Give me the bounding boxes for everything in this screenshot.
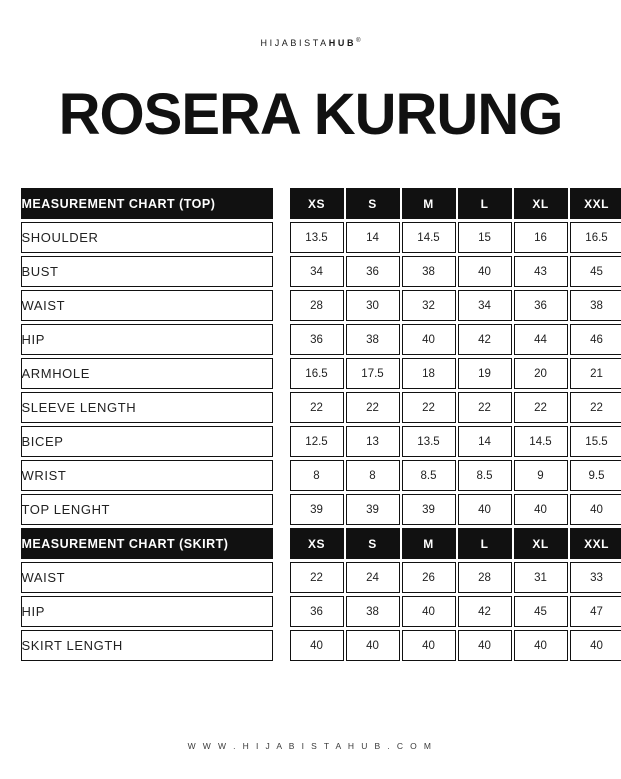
row-label: WAIST (21, 562, 273, 593)
cell-value: 33 (570, 562, 621, 593)
cell-value: 19 (458, 358, 512, 389)
size-header-s: S (346, 528, 400, 559)
cell-value: 9.5 (570, 460, 621, 491)
measurement-chart-top (21, 188, 621, 661)
size-header-xl: XL (514, 528, 568, 559)
cell-value: 39 (290, 494, 344, 525)
cell-value: 8 (346, 460, 400, 491)
cell-value: 40 (402, 324, 456, 355)
table-row (21, 630, 621, 661)
cell-value: 40 (402, 596, 456, 627)
size-header-xl: XL (514, 188, 568, 219)
cell-value: 46 (570, 324, 621, 355)
brand-name-light: HIJABISTA (261, 38, 329, 48)
cell-value: 38 (402, 256, 456, 287)
cell-value: 42 (458, 324, 512, 355)
table-row (21, 562, 621, 593)
table-row (21, 290, 621, 321)
cell-value: 40 (346, 630, 400, 661)
cell-value: 24 (346, 562, 400, 593)
size-header-xs: XS (290, 528, 344, 559)
row-label: HIP (21, 596, 273, 627)
cell-value: 18 (402, 358, 456, 389)
size-header-l: L (458, 188, 512, 219)
cell-value: 14 (346, 222, 400, 253)
cell-value: 30 (346, 290, 400, 321)
cell-value: 38 (570, 290, 621, 321)
cell-value: 36 (346, 256, 400, 287)
cell-value: 40 (514, 630, 568, 661)
cell-value: 13.5 (290, 222, 344, 253)
size-header-m: M (402, 188, 456, 219)
column-spacer (273, 188, 290, 219)
cell-value: 8.5 (402, 460, 456, 491)
cell-value: 28 (458, 562, 512, 593)
page-title: ROSERA KURUNG (0, 86, 621, 144)
table-row (21, 494, 621, 525)
row-label: SHOULDER (21, 222, 273, 253)
size-header-m: M (402, 528, 456, 559)
cell-value: 44 (514, 324, 568, 355)
table-row (21, 596, 621, 627)
cell-value: 38 (346, 324, 400, 355)
cell-value: 17.5 (346, 358, 400, 389)
cell-value: 8 (290, 460, 344, 491)
brand-name-bold: HUB (329, 38, 356, 48)
cell-value: 13.5 (402, 426, 456, 457)
row-label: SKIRT LENGTH (21, 630, 273, 661)
cell-value: 22 (570, 392, 621, 423)
cell-value: 22 (514, 392, 568, 423)
cell-value: 40 (402, 630, 456, 661)
cell-value: 47 (570, 596, 621, 627)
table-row (21, 358, 621, 389)
cell-value: 16.5 (290, 358, 344, 389)
cell-value: 40 (570, 630, 621, 661)
cell-value: 14 (458, 426, 512, 457)
cell-value: 45 (570, 256, 621, 287)
cell-value: 36 (290, 596, 344, 627)
cell-value: 26 (402, 562, 456, 593)
cell-value: 39 (346, 494, 400, 525)
column-spacer (273, 222, 290, 253)
cell-value: 12.5 (290, 426, 344, 457)
row-label: ARMHOLE (21, 358, 273, 389)
cell-value: 32 (402, 290, 456, 321)
table-row (21, 426, 621, 457)
row-label: BICEP (21, 426, 273, 457)
table-header-row (21, 188, 621, 219)
cell-value: 22 (346, 392, 400, 423)
measurement-charts (21, 188, 601, 661)
size-header-xxl: XXL (570, 188, 621, 219)
table-row (21, 460, 621, 491)
table-header-row (21, 528, 621, 559)
cell-value: 31 (514, 562, 568, 593)
table-row (21, 256, 621, 287)
size-header-l: L (458, 528, 512, 559)
cell-value: 40 (458, 494, 512, 525)
chart-skirt-header-label: MEASUREMENT CHART (SKIRT) (21, 528, 273, 559)
cell-value: 42 (458, 596, 512, 627)
chart-top-header-label: MEASUREMENT CHART (TOP) (21, 188, 273, 219)
cell-value: 22 (290, 562, 344, 593)
cell-value: 38 (346, 596, 400, 627)
cell-value: 34 (458, 290, 512, 321)
row-label: SLEEVE LENGTH (21, 392, 273, 423)
cell-value: 9 (514, 460, 568, 491)
cell-value: 14.5 (402, 222, 456, 253)
cell-value: 16.5 (570, 222, 621, 253)
cell-value: 40 (514, 494, 568, 525)
cell-value: 16 (514, 222, 568, 253)
cell-value: 22 (458, 392, 512, 423)
row-label: WAIST (21, 290, 273, 321)
cell-value: 14.5 (514, 426, 568, 457)
size-header-xs: XS (290, 188, 344, 219)
cell-value: 45 (514, 596, 568, 627)
cell-value: 40 (458, 630, 512, 661)
cell-value: 8.5 (458, 460, 512, 491)
cell-value: 22 (290, 392, 344, 423)
table-row (21, 324, 621, 355)
website-footer: W W W . H I J A B I S T A H U B . C O M (0, 741, 621, 751)
table-row (21, 222, 621, 253)
cell-value: 21 (570, 358, 621, 389)
row-label: TOP LENGHT (21, 494, 273, 525)
row-label: BUST (21, 256, 273, 287)
cell-value: 22 (402, 392, 456, 423)
size-header-xxl: XXL (570, 528, 621, 559)
cell-value: 15.5 (570, 426, 621, 457)
cell-value: 40 (290, 630, 344, 661)
cell-value: 36 (514, 290, 568, 321)
cell-value: 28 (290, 290, 344, 321)
size-header-s: S (346, 188, 400, 219)
row-label: WRIST (21, 460, 273, 491)
cell-value: 43 (514, 256, 568, 287)
table-row (21, 392, 621, 423)
row-label: HIP (21, 324, 273, 355)
cell-value: 39 (402, 494, 456, 525)
registered-trademark-icon: ® (356, 38, 360, 44)
cell-value: 36 (290, 324, 344, 355)
size-chart-page (0, 38, 621, 779)
cell-value: 40 (570, 494, 621, 525)
brand-logo (0, 38, 621, 48)
cell-value: 34 (290, 256, 344, 287)
cell-value: 20 (514, 358, 568, 389)
cell-value: 13 (346, 426, 400, 457)
cell-value: 15 (458, 222, 512, 253)
cell-value: 40 (458, 256, 512, 287)
